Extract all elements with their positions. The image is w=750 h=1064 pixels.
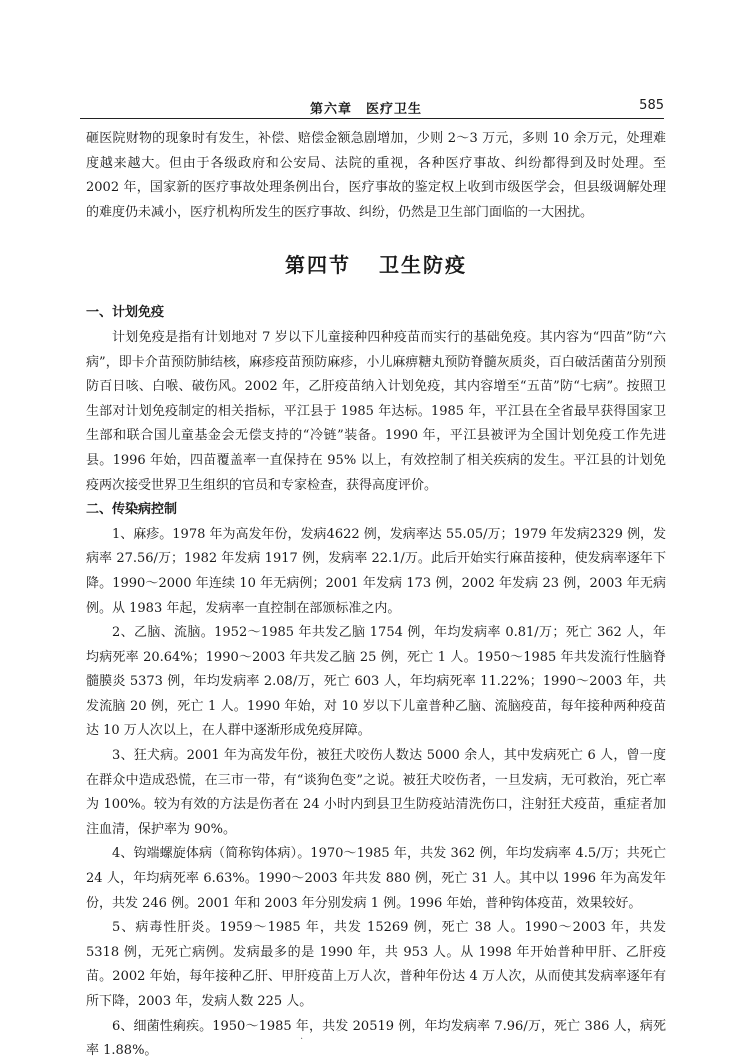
paragraph-measles: 1、麻疹。1978 年为高发年份，发病4622 例，发病率达 55.05/万；1979 年发病2329 例，发病率 27.56/万；1982 年发病 1917 例，发病率 22.1/万。此后开始实行麻苗接种，使发病率逐年下降。1990～2000 年连续 10 年无病例；2001 年发病 173 例，2002 年发病 23 例，2003 年无病例。从 1983 年起，发病率一直控制在部颁标准之内。 <box>86 526 666 616</box>
subheading-immunization: 一、计划免疫 <box>86 305 165 321</box>
paragraph-dysentery: 6、细菌性痢疾。1950～1985 年，共发 20519 例，年均发病率 7.96/万，死亡 386 人，病死率 1.88%。 <box>86 1018 666 1059</box>
page-body <box>86 127 666 1064</box>
subheading-infectious-disease: 二、传染病控制 <box>86 502 178 518</box>
section-title-number: 第四节 <box>285 253 351 278</box>
paragraph-leptospirosis: 4、钩端螺旋体病（简称钩体病）。1970～1985 年，共发 362 例，年均发病率 4.5/万；共死亡 24 人，年均病死率 6.63%。1990～2003 年共发 880 例，死亡 31 人。其中以 1996 年为高发年份，共发 246 例。2001 年和 2003 年分别发病 1 例。1996 年始，普种钩体疫苗，效果较好。 <box>86 846 666 911</box>
footer-mark: · <box>300 1034 304 1045</box>
running-head: 第六章 医疗卫生 <box>310 102 423 117</box>
paragraph-hepatitis: 5、病毒性肝炎。1959～1985 年，共发 15269 例，死亡 38 人。1990～2003 年，共发 5318 例，无死亡病例。发病最多的是 1990 年，共 953 人。从 1998 年开始普种甲肝、乙肝疫苗。2002 年始，每年接种乙肝、甲肝疫苗上万人次，普种年份达 4 万人次，从而使其发病率逐年有所下降，2003 年，发病人数 225 人。 <box>86 920 666 1009</box>
paragraph-immunization: 计划免疫是指有计划地对 7 岁以下儿童接种四种疫苗而实行的基础免疫。其内容为“四苗”防“六病”，即卡介苗预防肺结核，麻疹疫苗预防麻疹，小儿麻痹糖丸预防脊髓灰质炎，百白破活菌苗分别预防百日咳、白喉、破伤风。2002 年，乙肝疫苗纳入计划免疫，其内容增至“五苗”防“七病”。按照卫生部对计划免疫制定的相关指标，平江县于 1985 年达标。1985 年，平江县在全省最早获得国家卫生部和联合国儿童基金会无偿支持的“冷链”装备。1990 年，平江县被评为全国计划免疫工作先进县。1996 年始，四苗覆盖率一直保持在 95% 以上，有效控制了相关疾病的发生。平江县的计划免疫两次接受世界卫生组织的官员和专家检查，获得高度评价。 <box>86 329 666 493</box>
paragraph-rabies: 3、狂犬病。2001 年为高发年份，被狂犬咬伤人数达 5000 余人，其中发病死亡 6 人，曾一度在群众中造成恐慌，在三市一带，有“谈狗色变”之说。被狂犬咬伤者，一旦发病，无可救治，死亡率为 100%。较为有效的方法是伤者在 24 小时内到县卫生防疫站清洗伤口，注射狂犬疫苗，重症者加注血清，保护率为 90%。 <box>86 748 666 837</box>
page-number: 585 <box>639 98 664 113</box>
continuation-paragraph: 砸医院财物的现象时有发生，补偿、赔偿金额急剧增加，少则 2～3 万元，多则 10 余万元，处理难度越来越大。但由于各级政府和公安局、法院的重视，各种医疗事故、纠纷都得到及时处理。至 2002 年，国家新的医疗事故处理条例出台，医疗事故的鉴定权上收到市级医学会，但县级调解处理的难度仍未减小，医疗机构所发生的医疗事故、纠纷，仍然是卫生部门面临的一大困扰。 <box>86 131 666 220</box>
section-title <box>86 249 666 281</box>
page-header <box>80 96 664 119</box>
section-title-text: 卫生防疫 <box>379 253 467 278</box>
paragraph-encephalitis: 2、乙脑、流脑。1952～1985 年共发乙脑 1754 例，年均发病率 0.81/万；死亡 362 人，年均病死率 20.64%；1990～2003 年共发乙脑 25 例，死亡 1 人。1950～1985 年共发流行性脑脊髓膜炎 5373 例，年均发病率 2.08/万，死亡 603 人，年均病死率 11.22%；1990～2003 年，共发流脑 20 例，死亡 1 人。1990 年始，对 10 岁以下儿童普种乙脑、流脑疫苗，每年接种两种疫苗达 10 万人次以上，在人群中逐渐形成免疫屏障。 <box>86 625 666 739</box>
